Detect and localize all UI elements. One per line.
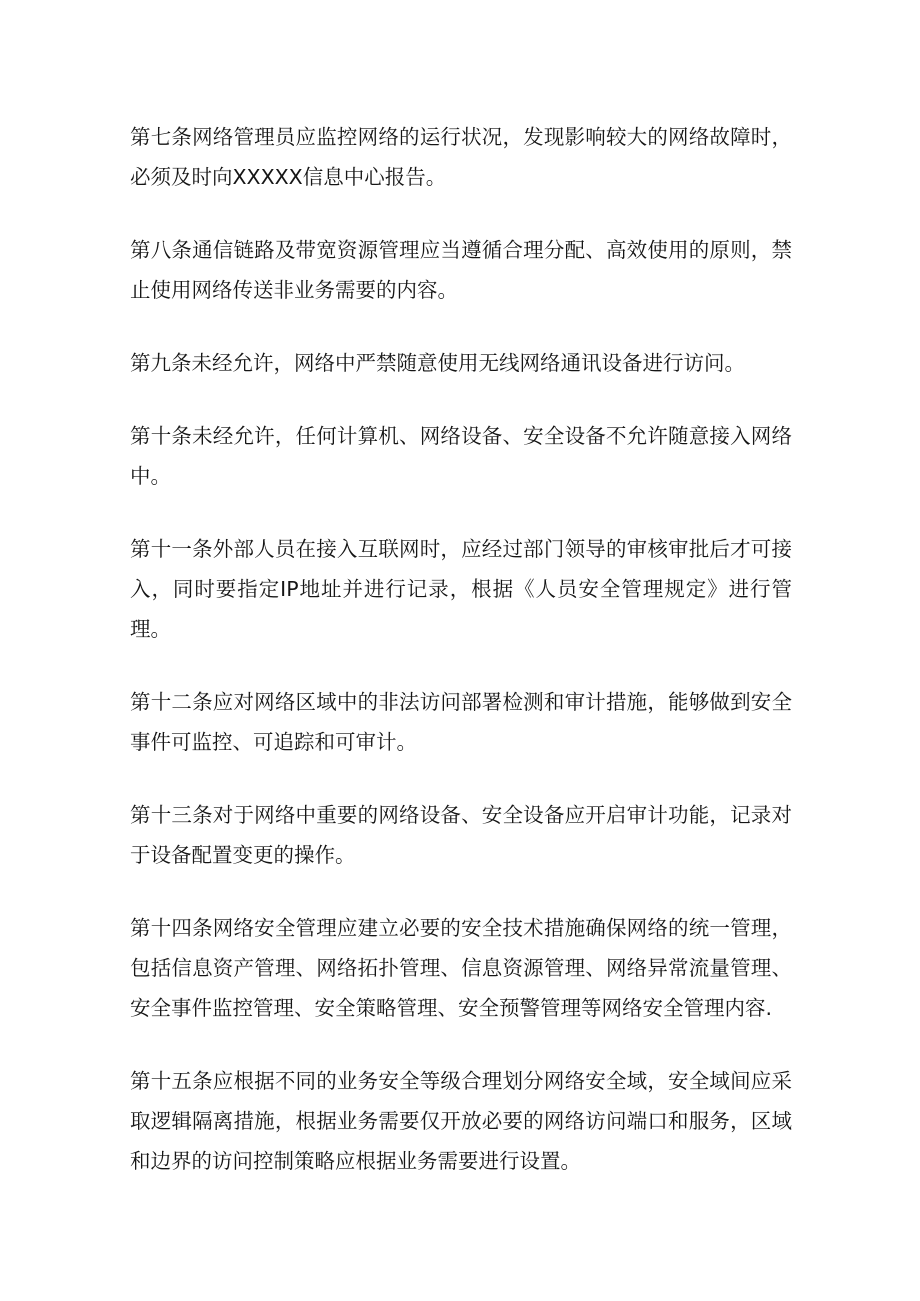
article-9-paragraph: 第九条未经允许，网络中严禁随意使用无线网络通讯设备进行访问。: [130, 351, 745, 375]
article-8-paragraph: 第八条通信链路及带宽资源管理应当遵循合理分配、高效使用的原则，禁止使用网络传送非业务需要的内容。: [130, 238, 792, 302]
article-15-paragraph: 第十五条应根据不同的业务安全等级合理划分网络安全域，安全域间应采取逻辑隔离措施，根据业务需要仅开放必要的网络访问端口和服务，区域和边界的访问控制策略应根据业务需要进行设置。: [130, 1069, 792, 1173]
article-14-paragraph: 第十四条网络安全管理应建立必要的安全技术措施确保网络的统一管理，包括信息资产管理、网络拓扑管理、信息资源管理、网络异常流量管理、安全事件监控管理、安全策略管理、安全预警管理等网络安全管理内容.: [130, 916, 792, 1020]
document-body: [130, 117, 792, 1214]
article-11-paragraph: 第十一条外部人员在接入互联网时，应经过部门领导的审核审批后才可接入，同时要指定IP地址并进行记录，根据《人员安全管理规定》进行管理。: [130, 537, 792, 641]
article-13-paragraph: 第十三条对于网络中重要的网络设备、安全设备应开启审计功能，记录对于设备配置变更的操作。: [130, 803, 792, 867]
article-7-paragraph: 第七条网络管理员应监控网络的运行状况，发现影响较大的网络故障时，必须及时向XXXXX信息中心报告。: [130, 125, 792, 189]
article-10-paragraph: 第十条未经允许，任何计算机、网络设备、安全设备不允许随意接入网络中。: [130, 424, 792, 488]
article-12-paragraph: 第十二条应对网络区域中的非法访问部署检测和审计措施，能够做到安全事件可监控、可追踪和可审计。: [130, 690, 792, 754]
